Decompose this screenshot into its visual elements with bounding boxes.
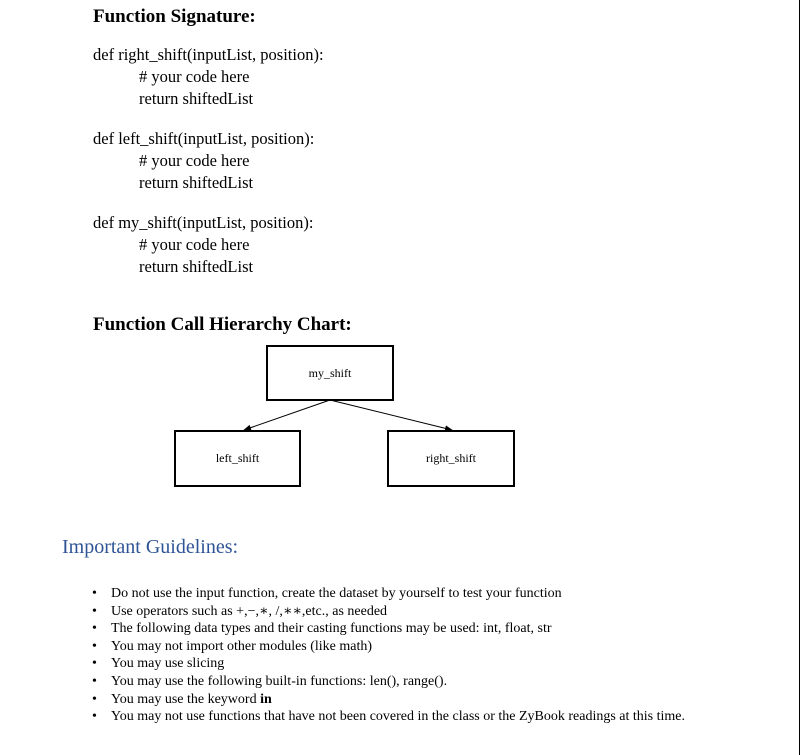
bullet-icon: • [92, 638, 97, 654]
node-label: my_shift [308, 365, 352, 380]
function-return: return shiftedList [139, 257, 254, 276]
function-signature-heading: Function Signature: [93, 6, 256, 27]
list-item: • You may use the following built-in functions: len(), range(). [92, 673, 448, 689]
bullet-icon: • [92, 621, 97, 637]
bullet-icon: • [92, 673, 97, 689]
function-comment: # your code here [139, 151, 250, 170]
function-def: def right_shift(inputList, position): [93, 45, 324, 64]
keyword: in [260, 691, 272, 707]
list-item: • You may use slicing [92, 656, 225, 672]
function-def: def my_shift(inputList, position): [93, 213, 314, 232]
guidelines-list [92, 585, 782, 726]
function-def: def left_shift(inputList, position): [93, 129, 315, 148]
bullet-icon: • [92, 709, 97, 725]
bullet-icon: • [92, 586, 97, 601]
list-item: • You may not import other modules (like math) [92, 638, 373, 654]
guidelines-heading: Important Guidelines: [62, 536, 239, 558]
list-item: • Do not use the input function, create the dataset by yourself to test your function [92, 586, 562, 601]
bullet-icon: • [92, 603, 97, 619]
function-return: return shiftedList [139, 89, 254, 108]
node-left-shift [174, 430, 301, 487]
node-label: right_shift [426, 451, 476, 465]
function-comment: # your code here [139, 235, 250, 254]
list-item: • The following data types and their casting functions may be used: int, float, str [92, 621, 552, 637]
arrow-to-right-shift [330, 400, 452, 430]
function-return: return shiftedList [139, 173, 254, 192]
node-label: left_shift [215, 451, 260, 465]
list-item: • Use operators such as +,−,∗, /,∗∗,etc., as needed [92, 603, 388, 619]
hierarchy-chart-heading: Function Call Hierarchy Chart: [93, 314, 352, 335]
bullet-icon: • [92, 656, 97, 672]
node-right-shift [387, 430, 515, 487]
node-my-shift [266, 345, 394, 401]
arrow-to-left-shift [244, 400, 330, 430]
function-comment: # your code here [139, 67, 250, 86]
list-item: • You may use the keyword in [92, 691, 272, 707]
bullet-icon: • [92, 691, 97, 707]
list-item: • You may not use functions that have not been covered in the class or the ZyBook readings at this time. [92, 709, 686, 725]
